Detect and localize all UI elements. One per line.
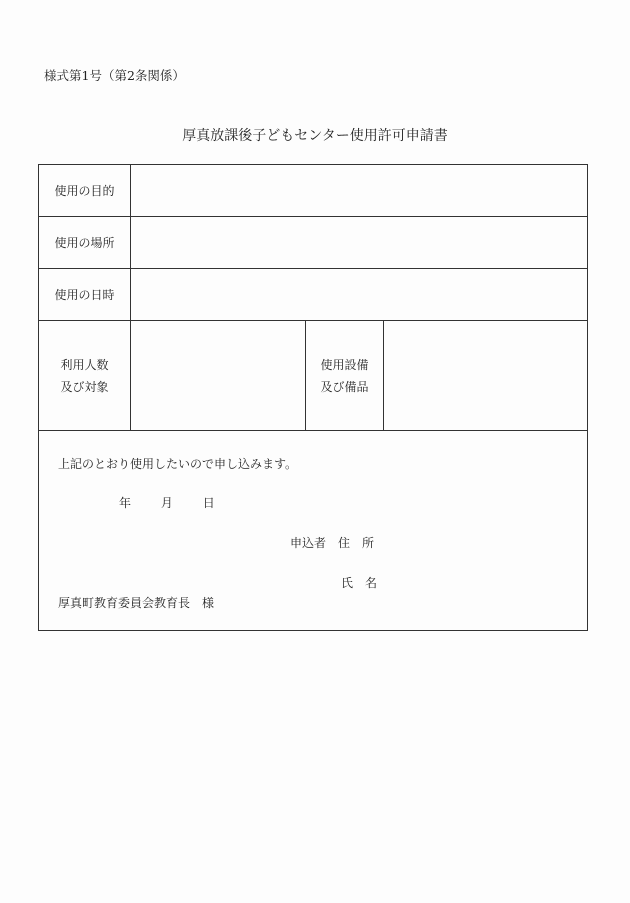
users-field[interactable]	[131, 321, 305, 430]
place-row	[39, 217, 587, 269]
recipient-name: 厚真町教育委員会教育長	[58, 596, 191, 610]
application-form-table	[38, 164, 588, 631]
purpose-row	[39, 165, 587, 217]
form-number: 様式第1号（第2条関係）	[44, 68, 185, 83]
applicant-label: 申込者	[290, 536, 327, 550]
statement-text: 上記のとおり使用したいので申し込みます。	[58, 457, 298, 471]
equipment-label: 使用設備 及び備品	[305, 321, 384, 430]
day-label: 日	[202, 496, 215, 510]
purpose-label: 使用の目的	[39, 165, 131, 216]
year-label: 年	[119, 496, 132, 510]
users-equipment-row	[39, 321, 587, 431]
equipment-field[interactable]	[384, 321, 587, 430]
datetime-label: 使用の日時	[39, 269, 131, 320]
users-label: 利用人数 及び対象	[39, 321, 131, 430]
datetime-row	[39, 269, 587, 321]
declaration-section	[39, 431, 587, 630]
recipient-line	[58, 594, 226, 611]
place-label: 使用の場所	[39, 217, 131, 268]
name-label: 氏 名	[341, 576, 378, 590]
place-field[interactable]	[131, 217, 587, 268]
applicant-address-line[interactable]	[290, 534, 386, 551]
applicant-name-line[interactable]	[341, 574, 389, 591]
address-label: 住 所	[338, 536, 375, 550]
datetime-field[interactable]	[131, 269, 587, 320]
recipient-honorific: 様	[202, 596, 215, 610]
date-line[interactable]	[119, 494, 241, 511]
document-title: 厚真放課後子どもセンター使用許可申請書	[182, 128, 448, 144]
month-label: 月	[160, 496, 173, 510]
purpose-field[interactable]	[131, 165, 587, 216]
